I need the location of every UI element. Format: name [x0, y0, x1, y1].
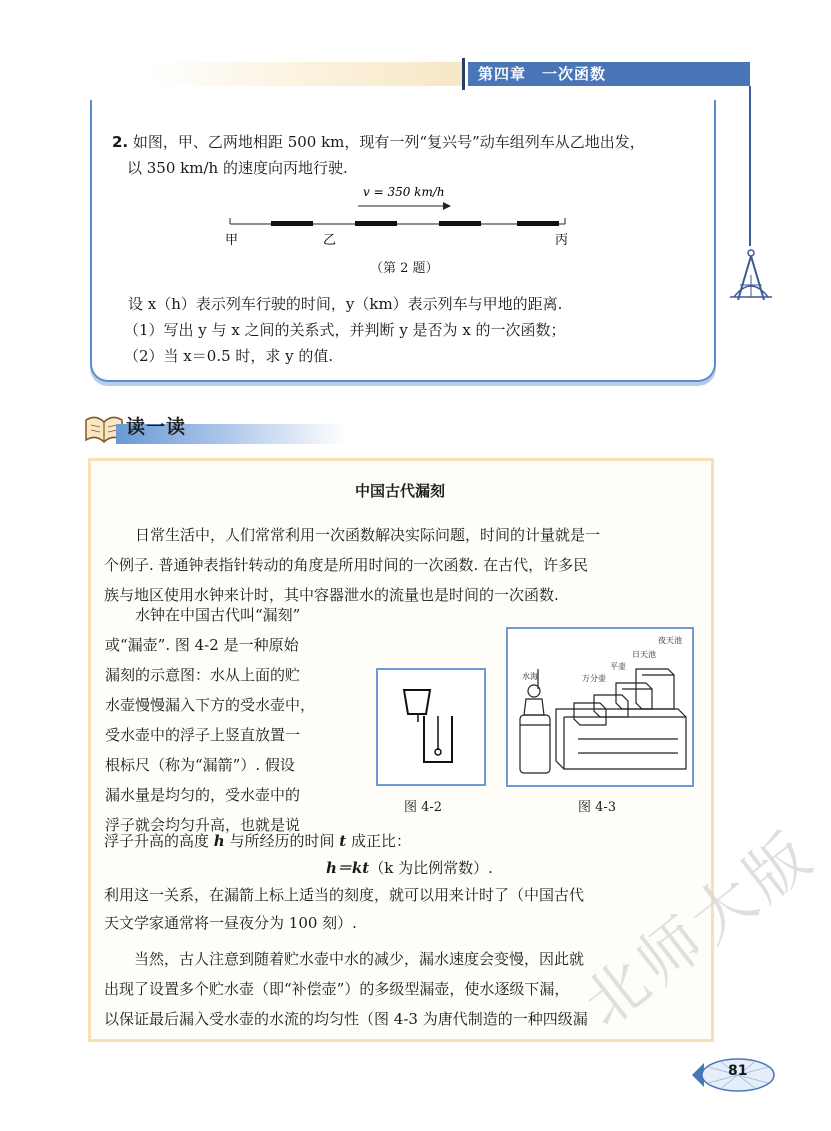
fig3-label: 夜天池 — [658, 636, 682, 645]
point-a-label: 甲 — [225, 233, 239, 248]
exercise-question-2: （2）当 x＝0.5 时，求 y 的值. — [124, 347, 334, 365]
paragraph-line: 水钟在中国古代叫“漏刻” — [105, 606, 301, 624]
fig3-label: 水海 — [522, 672, 538, 681]
paragraph-line: 以保证最后漏入受水壶的水流的均匀性（图 4-3 为唐代制造的一种四级漏 — [104, 1010, 588, 1028]
paragraph-line: 漏刻的示意图：水从上面的贮 — [105, 666, 301, 684]
text-run: 浮子升高的高度 — [104, 832, 214, 850]
variable-t: t — [339, 832, 347, 850]
track-segment — [439, 221, 481, 226]
paragraph-line: 或“漏壶”. 图 4-2 是一种原始 — [105, 636, 299, 654]
variable-h: h — [213, 832, 225, 850]
paragraph-line: 利用这一关系，在漏箭上标上适当的刻度，就可以用来计时了（中国古代 — [104, 886, 585, 904]
figure-4-3-caption: 图 4-3 — [578, 800, 617, 815]
paragraph-line — [104, 826, 411, 856]
article-title: 中国古代漏刻 — [354, 482, 445, 500]
exercise-line-2: 以 350 km/h 的速度向丙地行驶. — [127, 159, 348, 177]
figure-4-3 — [506, 627, 694, 787]
exercise-text-1: 如图，甲、乙两地相距 500 km，现有一列“复兴号”动车组列车从乙地出发， — [132, 133, 645, 151]
side-rule — [749, 86, 751, 246]
section-label: 读一读 — [126, 416, 187, 438]
paragraph-line: 天文学家通常将一昼夜分为 100 刻）. — [104, 914, 357, 932]
figure-caption: （第 2 题） — [370, 261, 439, 276]
track-segment — [355, 221, 397, 226]
paragraph-line: 漏水量是均匀的，受水壶中的 — [105, 786, 301, 804]
track-segment — [517, 221, 559, 226]
text-run: 与所经历的时间 — [224, 832, 340, 850]
paragraph-line: 受水壶中的浮子上竖直放置一 — [105, 726, 301, 744]
chapter-title: 第四章 一次函数 — [468, 62, 750, 86]
figure-4-2-caption: 图 4-2 — [404, 800, 443, 815]
header-decoration — [150, 62, 462, 86]
track-segment — [271, 221, 313, 226]
paragraph-line: 个例子. 普通钟表指针转动的角度是所用时间的一次函数. 在古代，许多民 — [104, 556, 589, 574]
formula-note: （k 为比例常数）. — [369, 859, 493, 877]
speed-label: v = 350 km/h — [363, 185, 445, 199]
header-separator — [462, 58, 465, 90]
paragraph-line: 浮子就会均匀升高，也就是说 — [105, 816, 301, 834]
paragraph-line: 出现了设置多个贮水壶（即“补偿壶”）的多级型漏壶，使水逐级下漏， — [104, 980, 570, 998]
paragraph-line: 水壶慢慢漏入下方的受水壶中， — [105, 696, 316, 714]
text-run: 成正比： — [346, 832, 411, 850]
tang-water-clock-illustration — [508, 629, 692, 785]
paragraph-line: 族与地区使用水钟来计时，其中容器泄水的流量也是时间的一次函数. — [104, 586, 559, 604]
publisher-watermark: 北师大版 — [569, 815, 829, 1041]
formula — [326, 856, 493, 880]
fig3-label: 平壶 — [610, 662, 626, 671]
paragraph-line: 当然，古人注意到随着贮水壶中水的减少，漏水速度会变慢，因此就 — [104, 950, 585, 968]
point-c-label: 丙 — [555, 233, 569, 248]
paragraph-narrow — [105, 600, 367, 840]
exercise-question-1: （1）写出 y 与 x 之间的关系式，并判断 y 是否为 x 的一次函数； — [124, 321, 566, 339]
track-diagram — [225, 182, 575, 252]
formula-expression: h＝kt — [326, 859, 370, 877]
exercise-setup: 设 x（h）表示列车行驶的时间，y（km）表示列车与甲地的距离. — [128, 295, 563, 313]
fig3-label: 万分壶 — [582, 674, 606, 683]
figure-4-2 — [376, 668, 486, 786]
water-clock-diagram — [378, 670, 484, 784]
paragraph-line: 日常生活中，人们常常利用一次函数解决实际问题，时间的计量就是一 — [135, 526, 601, 544]
paragraph-line: 根标尺（称为“漏箭”）. 假设 — [105, 756, 295, 774]
compass-icon — [726, 245, 776, 315]
exercise-number: 2. — [112, 133, 129, 151]
page-number: 81 — [728, 1063, 748, 1079]
exercise-line-1 — [112, 130, 645, 154]
point-b-label: 乙 — [323, 233, 337, 248]
fig3-label: 日天池 — [632, 650, 656, 659]
